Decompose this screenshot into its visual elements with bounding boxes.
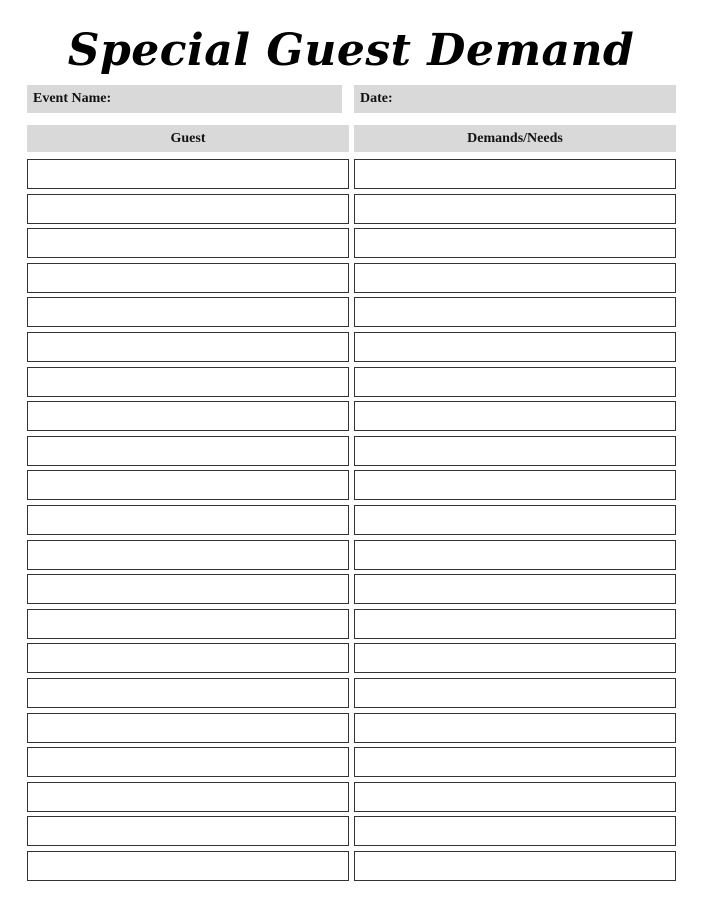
needs-cell[interactable] [354, 297, 676, 327]
table-row [27, 367, 676, 397]
needs-cell[interactable] [354, 401, 676, 431]
guest-cell[interactable] [27, 332, 349, 362]
table-row [27, 643, 676, 673]
date-label: Date: [360, 91, 393, 106]
guest-cell[interactable] [27, 609, 349, 639]
needs-cell[interactable] [354, 263, 676, 293]
needs-cell[interactable] [354, 332, 676, 362]
guest-cell[interactable] [27, 816, 349, 846]
guest-cell[interactable] [27, 436, 349, 466]
needs-cell[interactable] [354, 194, 676, 224]
guest-cell[interactable] [27, 401, 349, 431]
guest-cell[interactable] [27, 505, 349, 535]
needs-cell[interactable] [354, 609, 676, 639]
guest-cell[interactable] [27, 678, 349, 708]
guest-cell[interactable] [27, 540, 349, 570]
guest-cell[interactable] [27, 194, 349, 224]
guest-table [27, 159, 676, 885]
table-row [27, 228, 676, 258]
table-row [27, 678, 676, 708]
guest-cell[interactable] [27, 470, 349, 500]
needs-cell[interactable] [354, 816, 676, 846]
guest-cell[interactable] [27, 159, 349, 189]
table-row [27, 713, 676, 743]
guest-cell[interactable] [27, 747, 349, 777]
event-name-label: Event Name: [33, 91, 112, 106]
needs-cell[interactable] [354, 643, 676, 673]
table-row [27, 540, 676, 570]
table-row [27, 470, 676, 500]
table-row [27, 263, 676, 293]
guest-cell[interactable] [27, 297, 349, 327]
table-row [27, 574, 676, 604]
needs-cell[interactable] [354, 782, 676, 812]
guest-cell[interactable] [27, 228, 349, 258]
guest-cell[interactable] [27, 782, 349, 812]
table-row [27, 782, 676, 812]
needs-cell[interactable] [354, 505, 676, 535]
needs-cell[interactable] [354, 159, 676, 189]
needs-cell[interactable] [354, 713, 676, 743]
needs-cell[interactable] [354, 851, 676, 881]
table-row [27, 436, 676, 466]
needs-cell[interactable] [354, 540, 676, 570]
table-row [27, 332, 676, 362]
needs-cell[interactable] [354, 228, 676, 258]
table-row [27, 159, 676, 189]
page-title: Special Guest Demand [67, 25, 635, 76]
table-row [27, 747, 676, 777]
needs-cell[interactable] [354, 367, 676, 397]
needs-cell[interactable] [354, 678, 676, 708]
table-row [27, 851, 676, 881]
needs-cell[interactable] [354, 436, 676, 466]
guest-cell[interactable] [27, 367, 349, 397]
table-row [27, 505, 676, 535]
date-field[interactable] [354, 85, 676, 113]
guest-cell[interactable] [27, 574, 349, 604]
needs-column-header: Demands/Needs [354, 125, 676, 152]
needs-cell[interactable] [354, 747, 676, 777]
guest-column-header: Guest [27, 125, 349, 152]
needs-cell[interactable] [354, 470, 676, 500]
guest-cell[interactable] [27, 713, 349, 743]
event-name-field[interactable] [27, 85, 342, 113]
table-row [27, 816, 676, 846]
guest-cell[interactable] [27, 263, 349, 293]
table-row [27, 194, 676, 224]
table-row [27, 609, 676, 639]
guest-cell[interactable] [27, 851, 349, 881]
guest-cell[interactable] [27, 643, 349, 673]
table-row [27, 297, 676, 327]
needs-cell[interactable] [354, 574, 676, 604]
table-row [27, 401, 676, 431]
